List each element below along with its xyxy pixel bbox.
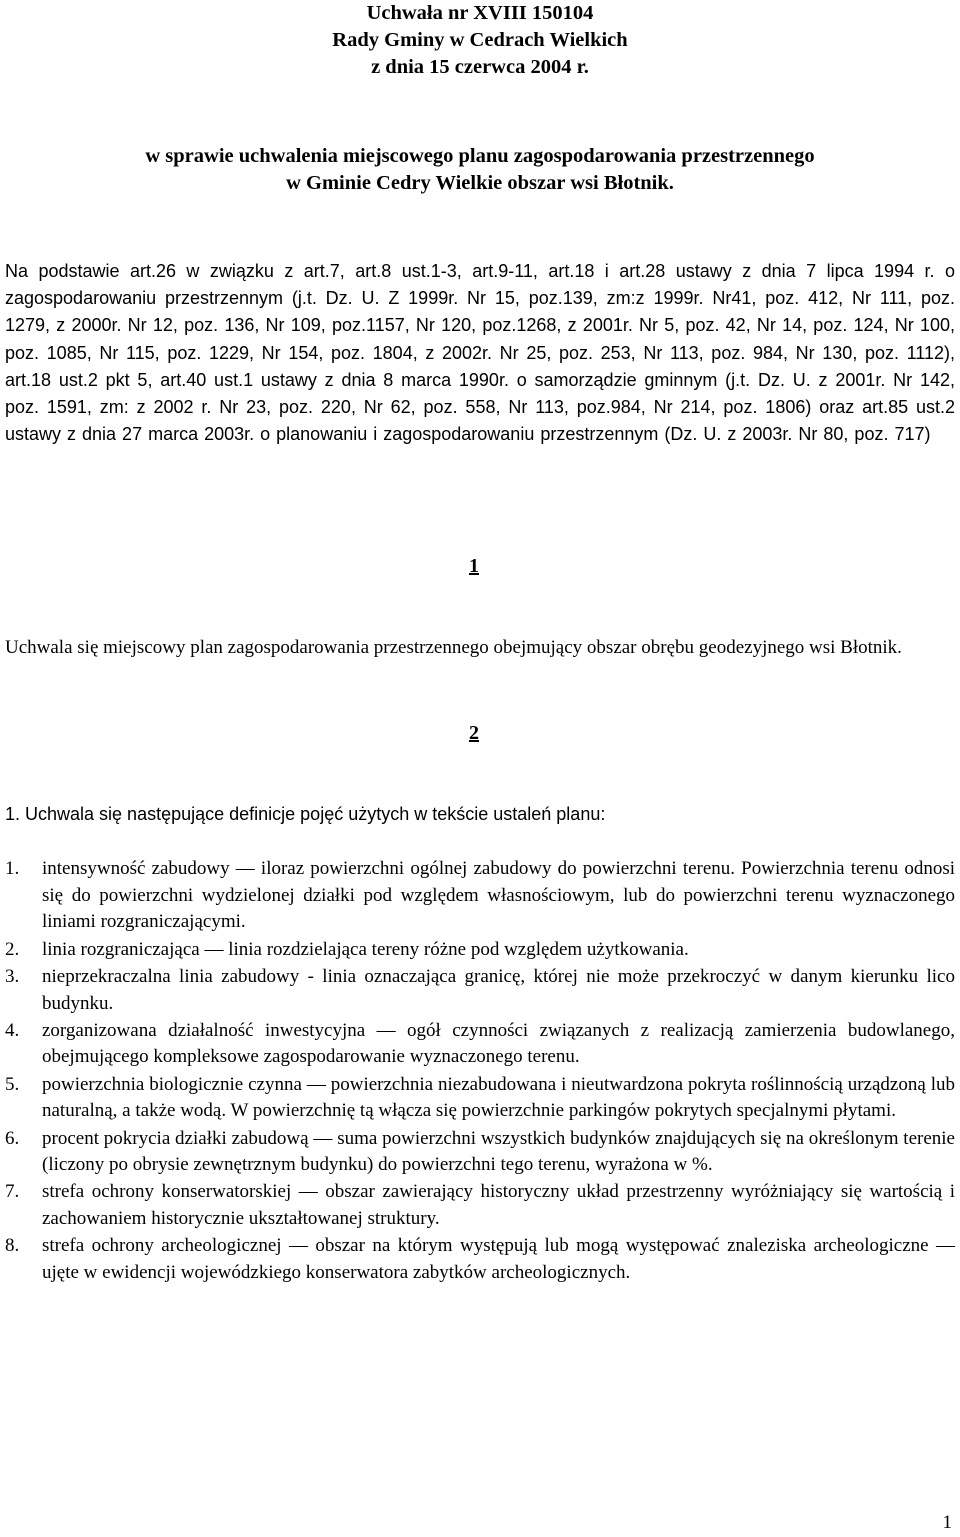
page-number: 1 [942,1512,952,1533]
definition-item [5,1126,955,1179]
title-line-2: Rady Gminy w Cedrach Wielkich [332,29,628,51]
definition-item [5,964,955,1017]
definition-text: intensywność zabudowy — iloraz powierzchni ogólnej zabudowy do powierzchni terenu. Powierzchnia terenu odnosi się do powierzchni wydzielonej działki pod względem własnościowym, lub do powierzchni terenu wyznaczonego liniami rozgraniczającymi. [42,858,955,933]
resolution-subject [0,143,960,197]
definition-item [5,856,955,936]
definition-text: strefa ochrony konserwatorskiej — obszar zawierający historyczny układ przestrzenny wyróżniający się wartością i zachowaniem historycznie ukształtowanej struktury. [42,1181,955,1230]
definition-number: 2. [5,938,20,960]
definition-number: 4. [5,1019,20,1041]
definition-number: 6. [5,1127,20,1149]
definition-text: zorganizowana działalność inwestycyjna — ogół czynności związanych z realizacją zamierzenia budowlanego, obejmującego kompleksowe zagospodarowanie wyznaczonego terenu. [42,1019,955,1068]
definition-number: 3. [5,965,20,987]
definition-item [5,1179,955,1232]
definitions-list [5,856,955,1287]
section-1-text: Uchwala się miejscowy plan zagospodarowania przestrzennego obejmujący obszar obrębu geodezyjnego wsi Błotnik. [5,637,902,658]
subject-line-1: w sprawie uchwalenia miejscowego planu zagospodarowania przestrzennego [145,145,815,167]
definition-number: 5. [5,1073,20,1095]
definition-number: 8. [5,1235,20,1257]
definition-item [5,937,955,964]
definition-text: powierzchnia biologicznie czynna — powierzchnia niezabudowana i nieutwardzona pokryta roślinnością urządzoną lub naturalną, a także wodą. W powierzchnię tą włącza się powierzchnie parkingów pokrytych specjalnymi płytami. [42,1073,955,1122]
title-line-3: z dnia 15 czerwca 2004 r. [371,56,589,78]
definition-text: procent pokrycia działki zabudową — suma powierzchni wszystkich budynków znajdujących się na określonym terenie (liczony po obrysie zewnętrznym budynku) do powierzchni tego terenu, wyrażona w %. [42,1127,955,1176]
definition-text: nieprzekraczalna linia zabudowy - linia oznaczająca granicę, której nie może przekroczyć w danym kierunku lico budynku. [42,965,955,1014]
definition-number: 7. [5,1181,20,1203]
subject-line-2: w Gminie Cedry Wielkie obszar wsi Błotnik. [286,172,674,194]
definition-item [5,1072,955,1125]
definition-text: strefa ochrony archeologicznej — obszar na którym występują lub mogą występować znaleziska archeologiczne — ujęte w ewidencji wojewódzkiego konserwatora zabytków archeologicznych. [42,1235,955,1284]
title-line-1: Uchwała nr XVIII 150104 [366,2,594,24]
section-1-mark: 1 [469,555,479,577]
definition-item [5,1018,955,1071]
definitions-intro: 1. Uchwala się następujące definicje pojęć użytych w tekście ustaleń planu: [5,804,606,824]
section-2-mark: 2 [469,722,479,744]
definition-text: linia rozgraniczająca — linia rozdzielająca tereny różne pod względem użytkowania. [42,938,689,960]
legal-basis-paragraph: Na podstawie art.26 w związku z art.7, art.8 ust.1-3, art.9-11, art.18 i art.28 ustawy z dnia 7 lipca 1994 r. o zagospodarowaniu przestrzennym (j.t. Dz. U. Z 1999r. Nr 15, poz.139, zm:z 1999r. Nr41, poz. 412, Nr 111, poz. 1279, z 2000r. Nr 12, poz. 136, Nr 109, poz.1157, Nr 120, poz.1268, z 2001r. Nr 5, poz. 42, Nr 14, poz. 124, Nr 100, poz. 1085, Nr 115, poz. 1229, Nr 154, poz. 1804, z 2002r. Nr 25, poz. 253, Nr 113, poz. 984, Nr 130, poz. 1112), art.18 ust.2 pkt 5, art.40 ust.1 ustawy z dnia 8 marca 1990r. o samorządzie gminnym (j.t. Dz. U. z 2001r. Nr 142, poz. 1591, zm: z 2002 r. Nr 23, poz. 220, Nr 62, poz. 558, Nr 113, poz.984, Nr 214, poz. 1806) oraz art.85 ust.2 ustawy z dnia 27 marca 2003r. o planowaniu i zagospodarowaniu przestrzennym (Dz. U. z 2003r. Nr 80, poz. 717) [5,261,955,445]
definition-number: 1. [5,858,20,879]
resolution-title [0,0,960,81]
definition-item [5,1233,955,1286]
